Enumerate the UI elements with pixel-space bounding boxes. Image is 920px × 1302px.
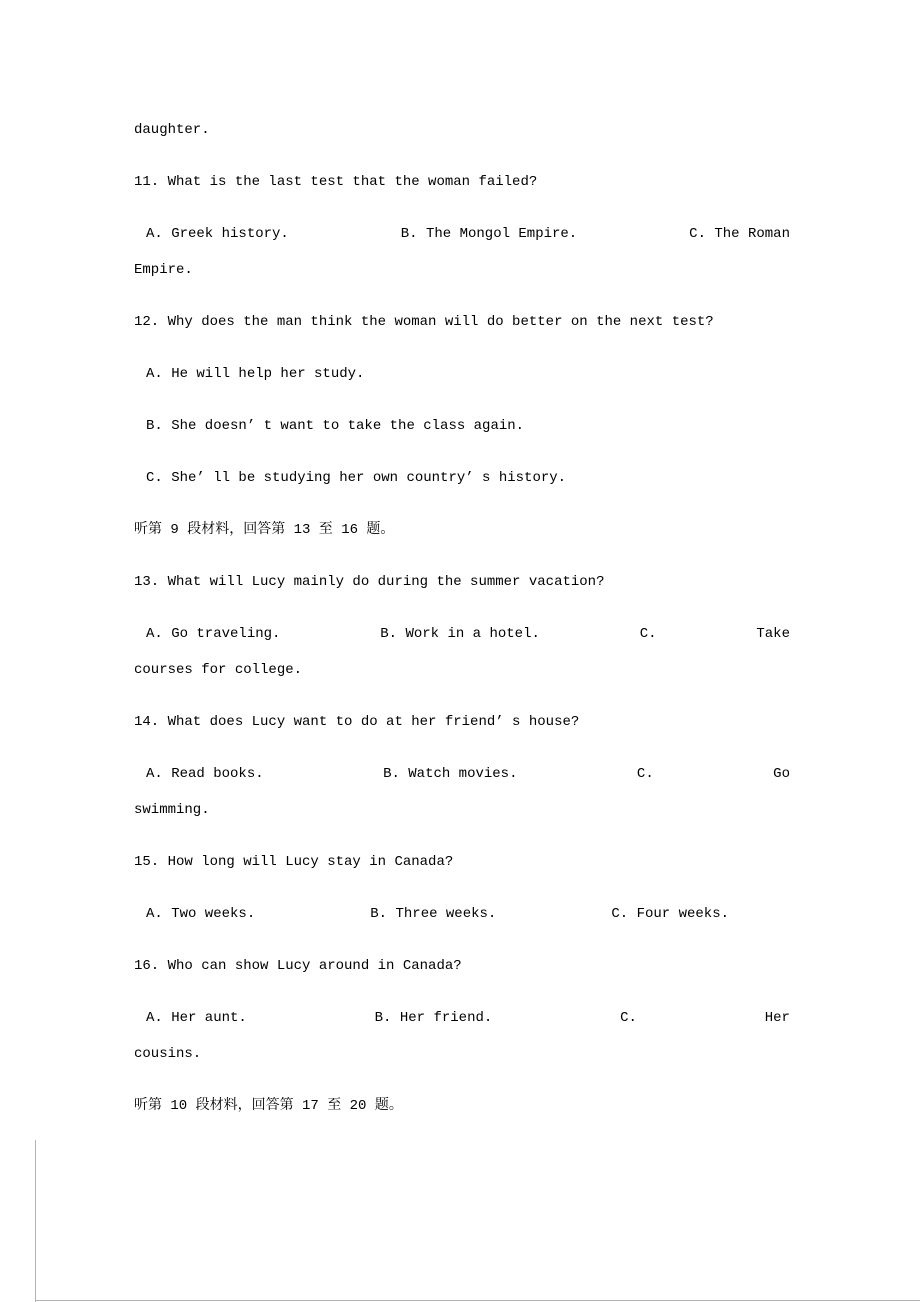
q11-option-b: B. The Mongol Empire. <box>400 226 578 242</box>
q16-option-a: A. Her aunt. <box>146 1010 247 1026</box>
q11-option-row <box>134 216 790 252</box>
q14-option-b: B. Watch movies. <box>383 766 518 782</box>
q13-option-c: C. <box>639 626 657 642</box>
q14-option-row <box>134 756 790 792</box>
section-10-instruction: 听第 10 段材料，回答第 17 至 20 题。 <box>134 1098 403 1114</box>
q15-option-b: B. Three weeks. <box>370 906 497 922</box>
question-11-options <box>134 216 790 288</box>
q14-option-c-wrap: swimming. <box>134 802 210 818</box>
q11-option-a: A. Greek history. <box>146 226 289 242</box>
q13-option-c-word: Take <box>756 626 790 642</box>
q12-option-c: C. She’ ll be studying her own country’ s history. <box>146 470 567 486</box>
carryover-line: daughter. <box>134 122 210 138</box>
q14-option-c-word: Go <box>773 766 790 782</box>
q11-option-c-wrap: Empire. <box>134 262 193 278</box>
section-9-instruction: 听第 9 段材料，回答第 13 至 16 题。 <box>134 522 395 538</box>
q13-option-row <box>134 616 790 652</box>
q11-option-c: C. The Roman <box>689 226 790 242</box>
q12-option-a: A. He will help her study. <box>146 366 365 382</box>
q16-option-row <box>134 1000 790 1036</box>
question-16-options <box>134 1000 790 1072</box>
q16-option-b: B. Her friend. <box>374 1010 493 1026</box>
q13-option-a: A. Go traveling. <box>146 626 281 642</box>
q15-option-a: A. Two weeks. <box>146 906 256 922</box>
q16-option-c-word: Her <box>764 1010 790 1026</box>
question-14-options <box>134 756 790 828</box>
question-13: 13. What will Lucy mainly do during the summer vacation? <box>134 574 605 590</box>
question-14: 14. What does Lucy want to do at her friend’ s house? <box>134 714 580 730</box>
q15-option-row <box>134 896 790 932</box>
q13-option-b: B. Work in a hotel. <box>380 626 540 642</box>
q16-option-c: C. <box>620 1010 637 1026</box>
question-12: 12. Why does the man think the woman will do better on the next test? <box>134 314 714 330</box>
question-15: 15. How long will Lucy stay in Canada? <box>134 854 454 870</box>
page-border-left <box>35 1140 36 1302</box>
question-13-options <box>134 616 790 688</box>
question-11: 11. What is the last test that the woman failed? <box>134 174 538 190</box>
q12-option-b: B. She doesn’ t want to take the class again. <box>146 418 525 434</box>
q16-option-c-wrap: cousins. <box>134 1046 202 1062</box>
q15-option-c: C. Four weeks. <box>611 906 729 922</box>
q13-option-c-wrap: courses for college. <box>134 662 303 678</box>
question-16: 16. Who can show Lucy around in Canada? <box>134 958 462 974</box>
q14-option-a: A. Read books. <box>146 766 264 782</box>
page-border-bottom <box>35 1300 920 1301</box>
q14-option-c: C. <box>636 766 654 782</box>
